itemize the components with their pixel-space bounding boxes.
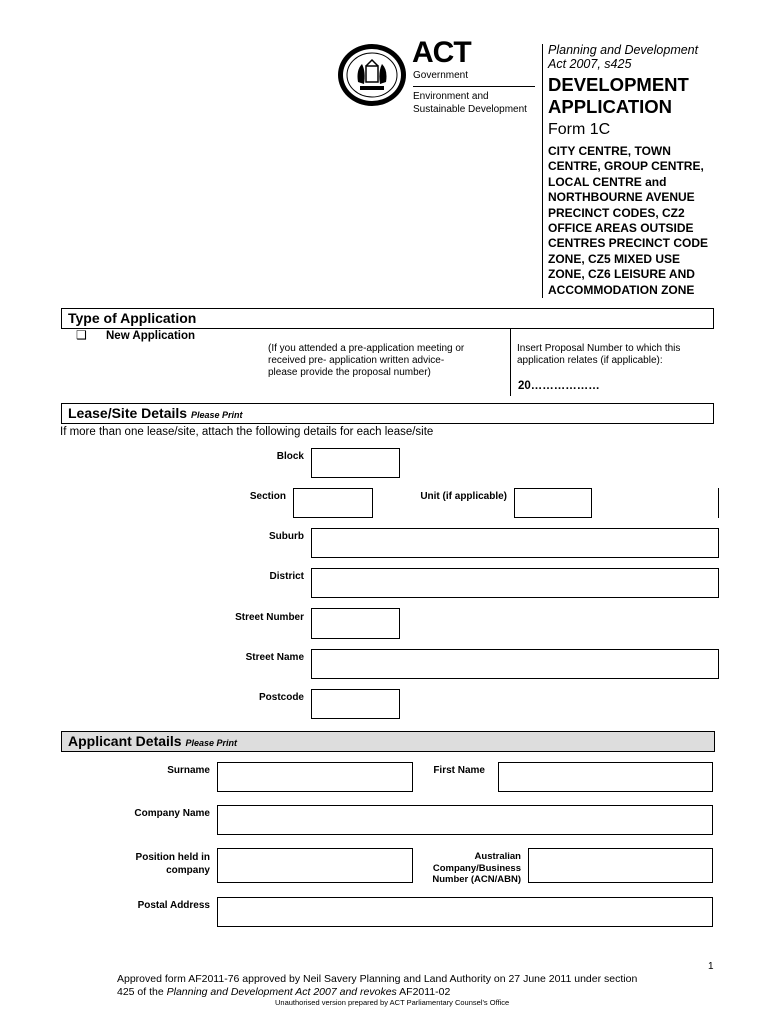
logo-dept-line1: Environment and <box>413 91 489 102</box>
company-name-field[interactable] <box>217 805 713 835</box>
type-of-application-header <box>61 308 714 329</box>
coat-of-arms-icon <box>336 42 408 108</box>
header-vertical-rule <box>542 44 543 298</box>
precinct-code-line-4: NORTHBOURNE AVENUE <box>548 190 695 205</box>
street-name-field[interactable] <box>311 649 719 679</box>
unit-field[interactable] <box>514 488 592 518</box>
precinct-code-line-5: PRECINCT CODES, CZ2 <box>548 205 685 220</box>
approved-line2-italic: Planning and Development Act 2007 and revokes <box>166 986 397 998</box>
precinct-code-line-2: CENTRE, GROUP CENTRE, <box>548 159 704 174</box>
logo-government: Government <box>413 70 469 81</box>
form-number: Form 1C <box>548 121 611 138</box>
surname-label: Surname <box>167 765 210 776</box>
block-field[interactable] <box>311 448 400 478</box>
type-vertical-rule <box>510 329 511 396</box>
position-label <box>80 851 210 877</box>
proposal-note-line-2: application relates (if applicable): <box>517 355 663 366</box>
logo-dept-line2: Sustainable Development <box>413 104 527 115</box>
district-label: District <box>269 571 304 582</box>
street-number-label: Street Number <box>235 612 304 623</box>
street-name-label: Street Name <box>245 652 304 663</box>
approved-line2-b: AF2011-02 <box>396 986 451 998</box>
unit-row-end-rule <box>718 488 719 518</box>
abn-label-line1: Australian <box>474 851 521 862</box>
precinct-code-line-3: LOCAL CENTRE and <box>548 174 667 189</box>
postal-address-field[interactable] <box>217 897 713 927</box>
street-number-field[interactable] <box>311 608 400 639</box>
form-title-line1: DEVELOPMENT <box>548 74 689 95</box>
precinct-code-line-8: ZONE, CZ5 MIXED USE <box>548 251 681 266</box>
suburb-label: Suburb <box>269 531 304 542</box>
logo-divider <box>413 86 535 87</box>
first-name-field[interactable] <box>498 762 713 792</box>
proposal-number-note <box>517 343 717 367</box>
unauthorised-version-note: Unauthorised version prepared by ACT Parliamentary Counsel's Office <box>275 998 510 1007</box>
proposal-note-line-1: Insert Proposal Number to which this <box>517 343 681 354</box>
act-reference-line2: Act 2007, s425 <box>548 57 632 71</box>
page-number: 1 <box>708 961 714 972</box>
section-field[interactable] <box>293 488 373 518</box>
lease-site-please-print: Please Print <box>190 410 243 420</box>
precinct-code-line-10: ACCOMMODATION ZONE <box>548 282 695 297</box>
position-label-line1: Position held in <box>135 852 210 863</box>
applicant-details-header <box>61 731 715 752</box>
position-field[interactable] <box>217 848 413 883</box>
precinct-code-line-9: ZONE, CZ6 LEISURE AND <box>548 267 695 282</box>
type-of-application-title: Type of Application <box>68 310 197 326</box>
checkbox-icon: ❑ <box>76 328 87 342</box>
approved-form-note <box>117 973 717 999</box>
abn-field[interactable] <box>528 848 713 883</box>
postal-address-label: Postal Address <box>137 900 210 911</box>
precinct-code-line-6: OFFICE AREAS OUTSIDE <box>548 221 694 236</box>
pre-application-note-line-3: please provide the proposal number) <box>268 367 431 378</box>
postcode-label: Postcode <box>258 692 304 703</box>
proposal-number-field[interactable]: 20……………… <box>518 380 600 392</box>
pre-application-note-line-2: received pre- application written advice- <box>268 355 445 366</box>
company-name-label: Company Name <box>134 808 210 819</box>
act-reference <box>548 43 698 71</box>
pre-application-note-line-1: (If you attended a pre-application meeting or <box>268 343 465 354</box>
first-name-label: First Name <box>433 765 485 776</box>
postcode-field[interactable] <box>311 689 400 719</box>
act-government-logo <box>336 36 536 115</box>
district-field[interactable] <box>311 568 719 598</box>
abn-label-line2: Company/Business <box>432 862 521 874</box>
precinct-code-line-7: CENTRES PRECINCT CODE <box>548 236 709 251</box>
lease-site-instruction: If more than one lease/site, attach the following details for each lease/site <box>60 426 434 438</box>
applicant-details-title: Applicant Details <box>68 733 182 749</box>
abn-label-line3: Number (ACN/ABN) <box>432 874 521 885</box>
pre-application-note <box>268 343 508 379</box>
unit-label: Unit (if applicable) <box>420 491 507 502</box>
precinct-code-line-1: CITY CENTRE, TOWN <box>548 144 671 158</box>
section-label: Section <box>249 491 286 502</box>
act-reference-line1: Planning and Development <box>548 43 699 57</box>
suburb-field[interactable] <box>311 528 719 558</box>
logo-act: ACT <box>412 36 471 69</box>
new-application-label: New Application <box>106 330 196 342</box>
abn-label <box>400 851 521 886</box>
applicant-please-print: Please Print <box>185 738 238 748</box>
approved-line2-a: 425 of the <box>117 986 167 998</box>
position-label-line2: company <box>166 865 210 876</box>
precinct-codes <box>548 144 708 298</box>
block-label: Block <box>276 451 304 462</box>
form-title <box>548 74 689 118</box>
lease-site-header <box>61 403 714 424</box>
form-title-line2: APPLICATION <box>548 96 673 117</box>
new-application-checkbox[interactable] <box>76 328 87 342</box>
approved-line1: Approved form AF2011-76 approved by Neil Savery Planning and Land Authority on 27 June 2011 under section <box>117 973 638 985</box>
lease-site-title: Lease/Site Details <box>68 405 188 421</box>
